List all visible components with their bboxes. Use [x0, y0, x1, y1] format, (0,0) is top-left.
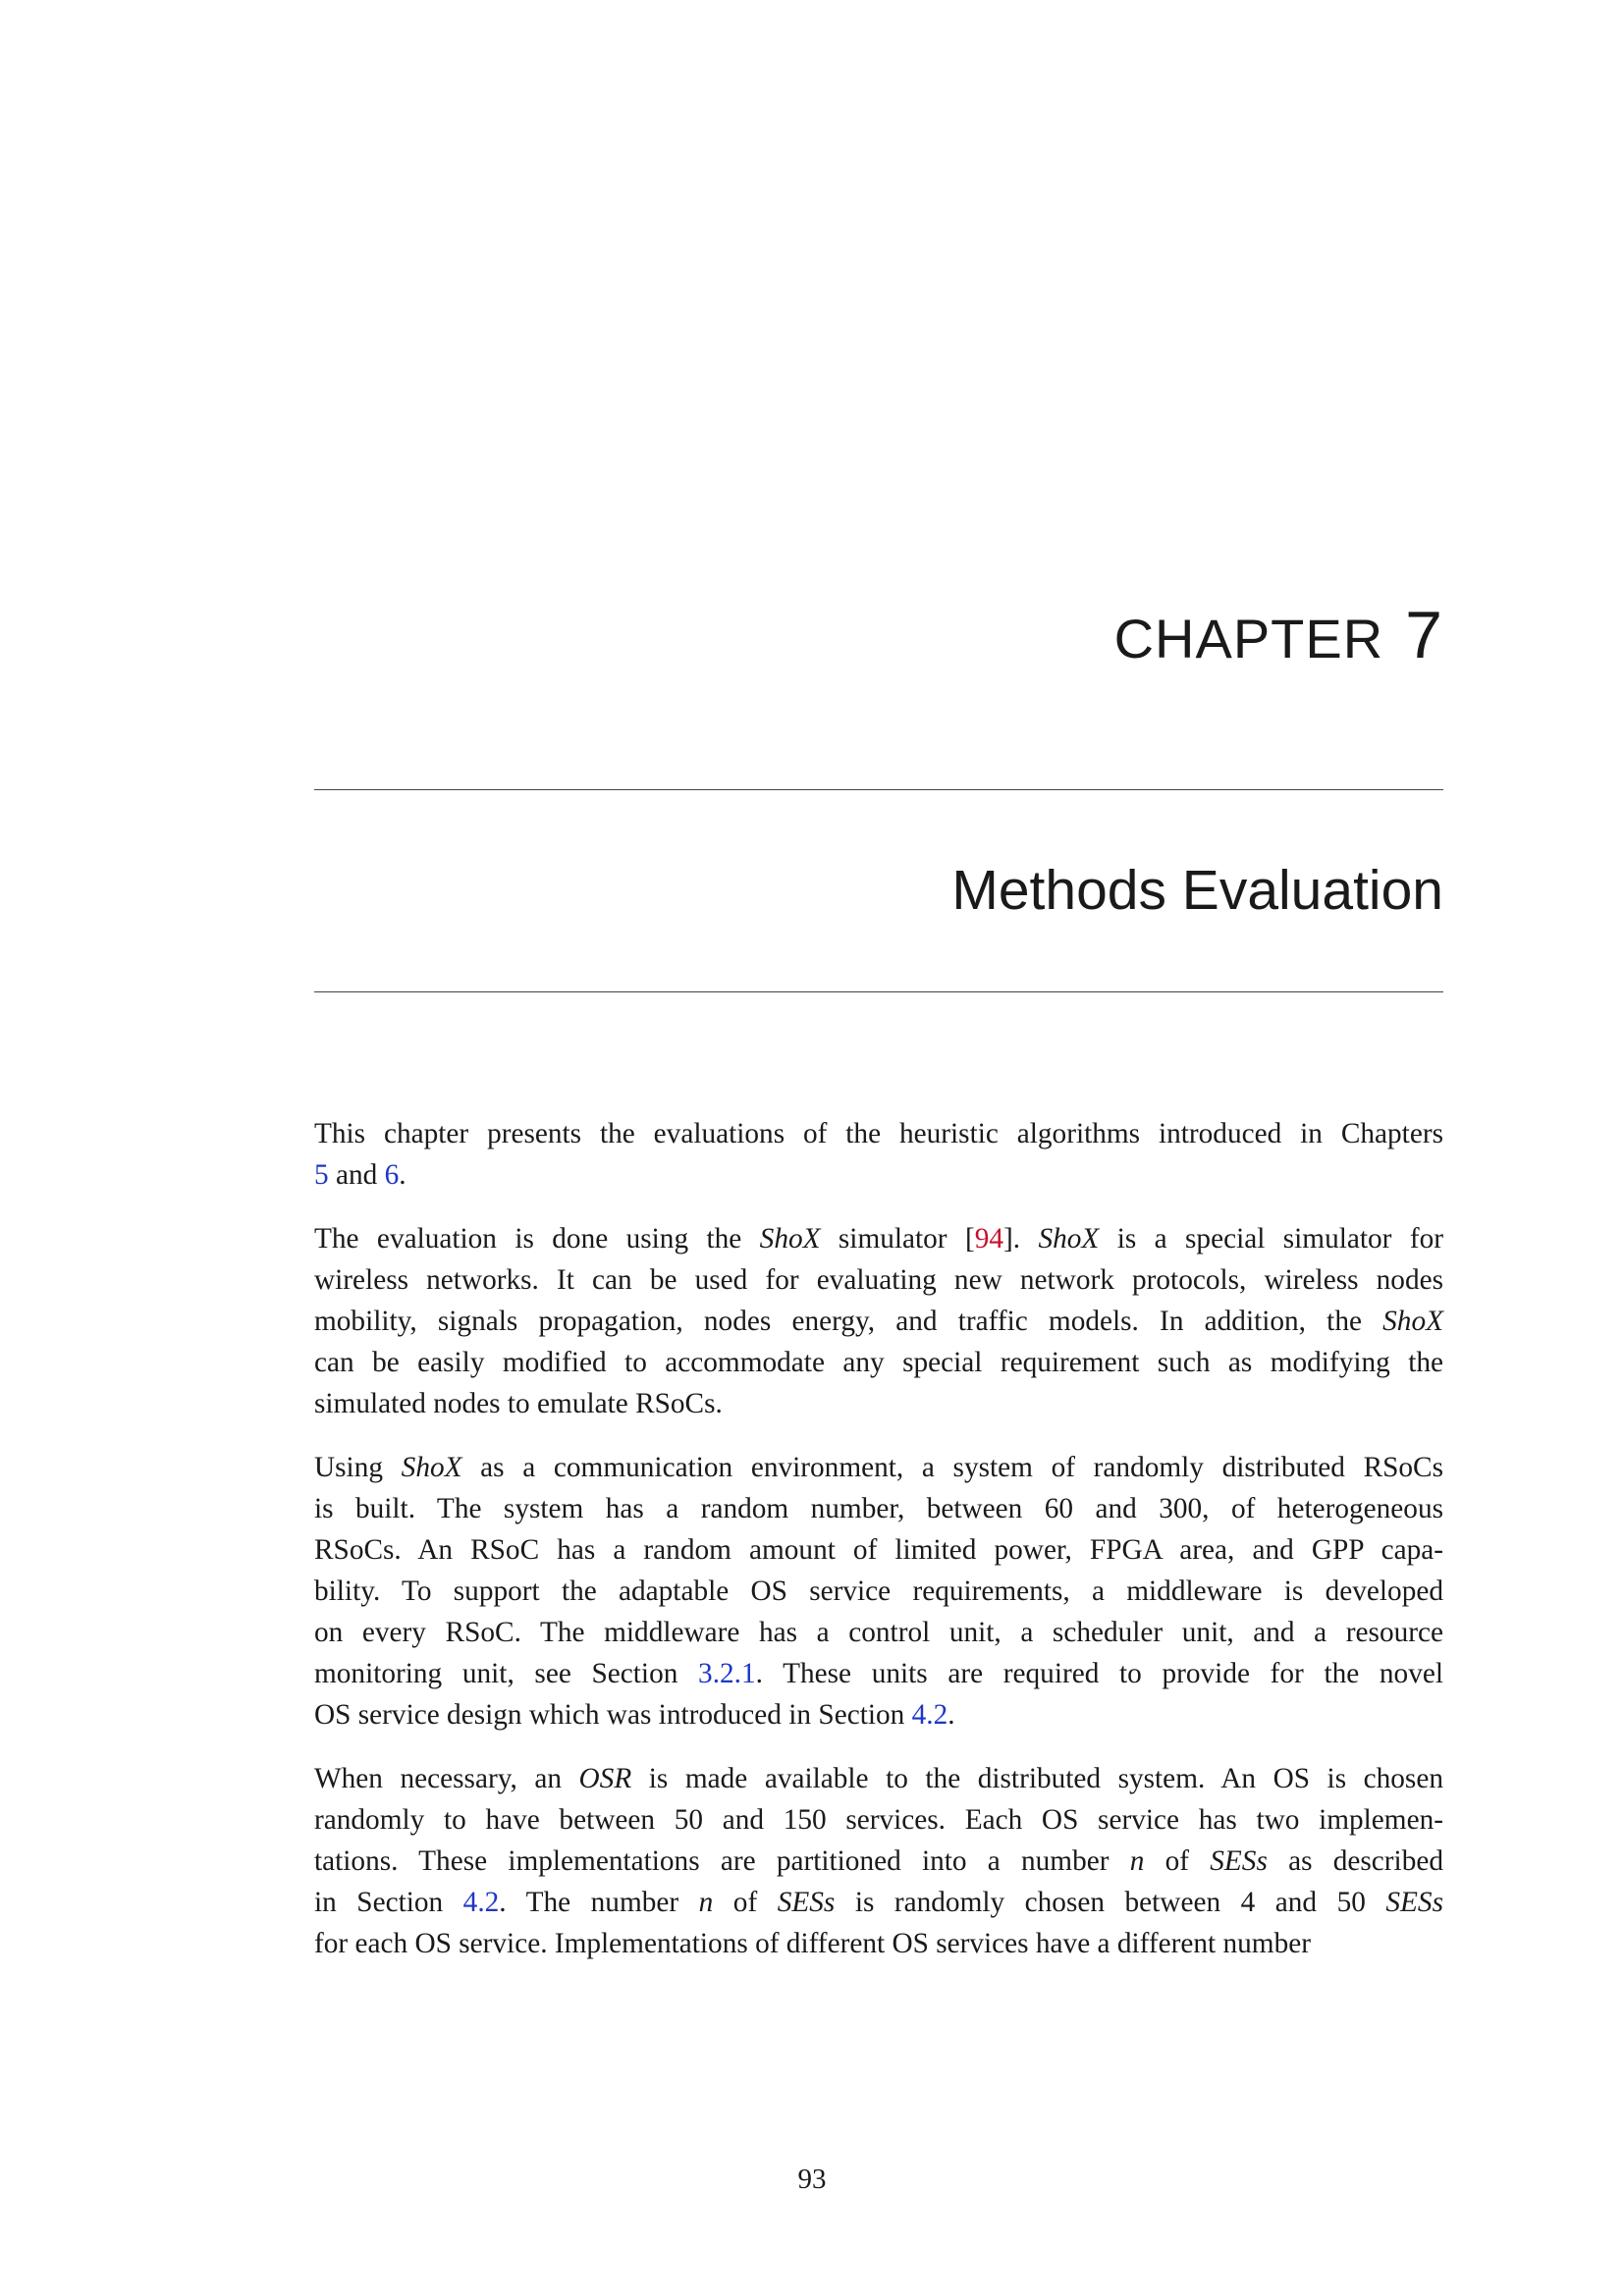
text-line: can be easily modified to accommodate any special requirement such as modifying the [314, 1347, 1443, 1378]
text-line: monitoring unit, see Section 3.2.1. These units are required to provide for the novel [314, 1658, 1443, 1689]
text-line: tations. These implementations are partitioned into a number n of SESs as described [314, 1845, 1443, 1877]
text-line: When necessary, an OSR is made available to the distributed system. An OS is chosen [314, 1763, 1443, 1794]
text-line: in Section 4.2. The number n of SESs is randomly chosen between 4 and 50 SESs [314, 1887, 1443, 1918]
text-line: 5 and 6. [314, 1159, 406, 1191]
cross-reference-link[interactable]: 4.2 [462, 1887, 500, 1918]
citation-link[interactable]: 94 [974, 1223, 1004, 1255]
chapter-title: Methods Evaluation [951, 859, 1443, 922]
text-line: simulated nodes to emulate RSoCs. [314, 1388, 723, 1419]
text-line: The evaluation is done using the ShoX simulator [94]. ShoX is a special simulator for [314, 1223, 1443, 1255]
paragraph [314, 1113, 1443, 1196]
cross-reference-link[interactable]: 6 [384, 1159, 400, 1191]
text-line: RSoCs. An RSoC has a random amount of limited power, FPGA area, and GPP capa- [314, 1534, 1443, 1566]
text-line: randomly to have between 50 and 150 services. Each OS service has two implemen- [314, 1804, 1443, 1836]
top-rule [314, 789, 1443, 790]
math-term: n [698, 1887, 714, 1918]
chapter-word: CHAPTER [1113, 608, 1384, 669]
math-term: SESs [777, 1887, 836, 1918]
text-line: Using ShoX as a communication environment, a system of randomly distributed RSoCs [314, 1452, 1443, 1483]
math-term: ShoX [1038, 1223, 1100, 1255]
math-term: ShoX [1382, 1306, 1443, 1337]
chapter-label [314, 598, 1443, 673]
chapter-number: 7 [1405, 598, 1443, 672]
math-term: ShoX [401, 1452, 462, 1483]
math-term: SESs [1385, 1887, 1443, 1918]
text-line: mobility, signals propagation, nodes energy, and traffic models. In addition, the ShoX [314, 1306, 1443, 1337]
text-line: OS service design which was introduced in Section 4.2. [314, 1699, 955, 1731]
bottom-rule [314, 991, 1443, 992]
paragraph [314, 1447, 1443, 1735]
paragraph [314, 1218, 1443, 1424]
text-line: on every RSoC. The middleware has a control unit, a scheduler unit, and a resource [314, 1617, 1443, 1648]
page-number: 93 [797, 2163, 827, 2195]
text-line: wireless networks. It can be used for evaluating new network protocols, wireless nodes [314, 1264, 1443, 1296]
math-term: n [1129, 1845, 1145, 1877]
text-line: bility. To support the adaptable OS service requirements, a middleware is developed [314, 1575, 1443, 1607]
math-term: OSR [578, 1763, 632, 1794]
text-line: for each OS service. Implementations of different OS services have a different number [314, 1928, 1311, 1959]
math-term: SESs [1210, 1845, 1268, 1877]
text-line: This chapter presents the evaluations of the heuristic algorithms introduced in Chapters [314, 1118, 1443, 1149]
cross-reference-link[interactable]: 4.2 [911, 1699, 948, 1731]
text-line: is built. The system has a random number, between 60 and 300, of heterogeneous [314, 1493, 1443, 1524]
math-term: ShoX [759, 1223, 821, 1255]
cross-reference-link[interactable]: 5 [314, 1159, 329, 1191]
paragraph [314, 1758, 1443, 1964]
body-text [314, 1113, 1443, 1987]
cross-reference-link[interactable]: 3.2.1 [698, 1658, 756, 1689]
